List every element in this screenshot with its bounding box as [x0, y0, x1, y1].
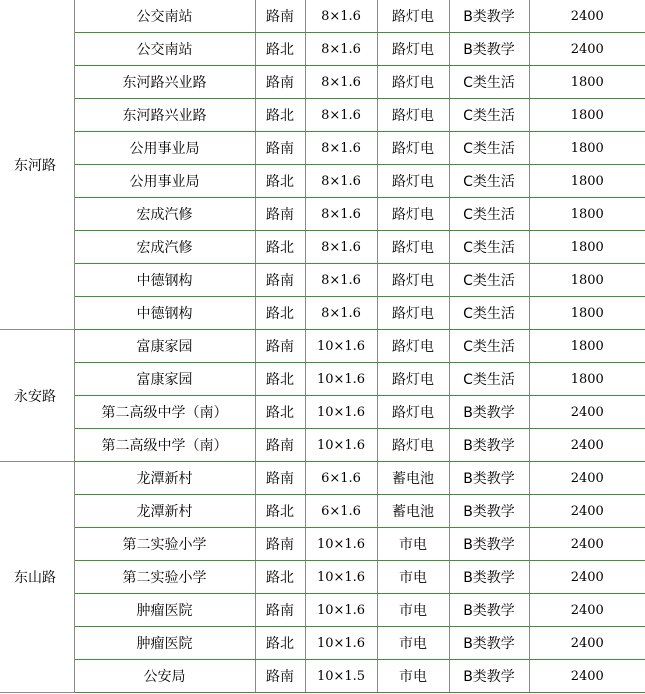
power-source-cell: 路灯电: [377, 297, 449, 330]
location-cell: 肿瘤医院: [74, 594, 255, 627]
category-cell: C类生活: [449, 297, 529, 330]
amount-cell: 2400: [529, 33, 645, 66]
category-cell: C类生活: [449, 231, 529, 264]
side-cell: 路北: [255, 627, 305, 660]
side-cell: 路南: [255, 198, 305, 231]
location-cell: 公交南站: [74, 0, 255, 33]
location-cell: 东河路兴业路: [74, 99, 255, 132]
category-cell: B类教学: [449, 462, 529, 495]
location-cell: 第二高级中学（南）: [74, 396, 255, 429]
road-name-cell: 东河路: [0, 0, 74, 330]
size-cell: 8×1.6: [305, 231, 377, 264]
category-cell: B类教学: [449, 33, 529, 66]
category-cell: B类教学: [449, 0, 529, 33]
side-cell: 路北: [255, 363, 305, 396]
amount-cell: 1800: [529, 231, 645, 264]
category-cell: B类教学: [449, 396, 529, 429]
amount-cell: 1800: [529, 99, 645, 132]
side-cell: 路南: [255, 429, 305, 462]
power-source-cell: 市电: [377, 594, 449, 627]
category-cell: B类教学: [449, 660, 529, 693]
size-cell: 10×1.6: [305, 396, 377, 429]
category-cell: B类教学: [449, 429, 529, 462]
size-cell: 6×1.6: [305, 462, 377, 495]
location-cell: 公交南站: [74, 33, 255, 66]
table-row: [0, 660, 645, 693]
table-row: [0, 264, 645, 297]
power-source-cell: 市电: [377, 660, 449, 693]
power-source-cell: 路灯电: [377, 198, 449, 231]
location-cell: 富康家园: [74, 363, 255, 396]
side-cell: 路北: [255, 495, 305, 528]
category-cell: B类教学: [449, 594, 529, 627]
category-cell: C类生活: [449, 165, 529, 198]
category-cell: B类教学: [449, 627, 529, 660]
power-source-cell: 路灯电: [377, 165, 449, 198]
category-cell: C类生活: [449, 132, 529, 165]
power-source-cell: 路灯电: [377, 66, 449, 99]
location-cell: 第二实验小学: [74, 528, 255, 561]
location-cell: 公用事业局: [74, 165, 255, 198]
power-source-cell: 蓄电池: [377, 495, 449, 528]
power-source-cell: 路灯电: [377, 363, 449, 396]
size-cell: 10×1.6: [305, 429, 377, 462]
category-cell: C类生活: [449, 363, 529, 396]
power-source-cell: 市电: [377, 528, 449, 561]
power-source-cell: 市电: [377, 627, 449, 660]
size-cell: 10×1.6: [305, 528, 377, 561]
power-source-cell: 路灯电: [377, 429, 449, 462]
side-cell: 路北: [255, 561, 305, 594]
side-cell: 路北: [255, 396, 305, 429]
power-source-cell: 路灯电: [377, 396, 449, 429]
category-cell: C类生活: [449, 99, 529, 132]
location-cell: 龙潭新村: [74, 495, 255, 528]
table-row: [0, 528, 645, 561]
size-cell: 10×1.6: [305, 363, 377, 396]
amount-cell: 1800: [529, 363, 645, 396]
side-cell: 路南: [255, 132, 305, 165]
location-cell: 东河路兴业路: [74, 66, 255, 99]
power-source-cell: 路灯电: [377, 99, 449, 132]
size-cell: 10×1.6: [305, 561, 377, 594]
side-cell: 路南: [255, 660, 305, 693]
size-cell: 10×1.6: [305, 594, 377, 627]
location-cell: 宏成汽修: [74, 198, 255, 231]
amount-cell: 2400: [529, 429, 645, 462]
amount-cell: 1800: [529, 66, 645, 99]
table-row: [0, 396, 645, 429]
size-cell: 8×1.6: [305, 33, 377, 66]
road-name-cell: 永安路: [0, 330, 74, 462]
power-source-cell: 路灯电: [377, 33, 449, 66]
amount-cell: 2400: [529, 561, 645, 594]
amount-cell: 1800: [529, 165, 645, 198]
category-cell: B类教学: [449, 528, 529, 561]
category-cell: C类生活: [449, 264, 529, 297]
table-row: [0, 132, 645, 165]
amount-cell: 2400: [529, 594, 645, 627]
table-row: [0, 462, 645, 495]
size-cell: 10×1.5: [305, 660, 377, 693]
table-row: [0, 594, 645, 627]
side-cell: 路北: [255, 99, 305, 132]
size-cell: 8×1.6: [305, 297, 377, 330]
location-cell: 公用事业局: [74, 132, 255, 165]
table-row: [0, 231, 645, 264]
amount-cell: 2400: [529, 660, 645, 693]
side-cell: 路北: [255, 33, 305, 66]
power-source-cell: 路灯电: [377, 132, 449, 165]
table-row: [0, 198, 645, 231]
table-row: [0, 363, 645, 396]
table-row: [0, 66, 645, 99]
side-cell: 路南: [255, 0, 305, 33]
power-source-cell: 路灯电: [377, 330, 449, 363]
amount-cell: 1800: [529, 198, 645, 231]
location-cell: 第二高级中学（南）: [74, 429, 255, 462]
amount-cell: 2400: [529, 495, 645, 528]
location-cell: 中德钢构: [74, 297, 255, 330]
location-cell: 公安局: [74, 660, 255, 693]
table-row: [0, 330, 645, 363]
category-cell: B类教学: [449, 561, 529, 594]
size-cell: 10×1.6: [305, 330, 377, 363]
location-cell: 宏成汽修: [74, 231, 255, 264]
size-cell: 8×1.6: [305, 0, 377, 33]
size-cell: 8×1.6: [305, 99, 377, 132]
size-cell: 8×1.6: [305, 132, 377, 165]
amount-cell: 2400: [529, 627, 645, 660]
location-cell: 富康家园: [74, 330, 255, 363]
location-cell: 第二实验小学: [74, 561, 255, 594]
power-source-cell: 路灯电: [377, 231, 449, 264]
table-row: [0, 0, 645, 33]
category-cell: C类生活: [449, 66, 529, 99]
road-name-cell: 东山路: [0, 462, 74, 693]
location-cell: 龙潭新村: [74, 462, 255, 495]
amount-cell: 2400: [529, 528, 645, 561]
table-row: [0, 99, 645, 132]
side-cell: 路南: [255, 462, 305, 495]
amount-cell: 2400: [529, 462, 645, 495]
table-row: [0, 627, 645, 660]
category-cell: B类教学: [449, 495, 529, 528]
location-cell: 中德钢构: [74, 264, 255, 297]
amount-cell: 1800: [529, 264, 645, 297]
table-row: [0, 165, 645, 198]
amount-cell: 1800: [529, 330, 645, 363]
category-cell: C类生活: [449, 330, 529, 363]
size-cell: 8×1.6: [305, 198, 377, 231]
table-row: [0, 297, 645, 330]
power-source-cell: 路灯电: [377, 0, 449, 33]
category-cell: C类生活: [449, 198, 529, 231]
side-cell: 路南: [255, 528, 305, 561]
size-cell: 10×1.6: [305, 627, 377, 660]
amount-cell: 1800: [529, 132, 645, 165]
side-cell: 路南: [255, 66, 305, 99]
side-cell: 路南: [255, 264, 305, 297]
power-source-cell: 市电: [377, 561, 449, 594]
side-cell: 路南: [255, 330, 305, 363]
amount-cell: 1800: [529, 297, 645, 330]
side-cell: 路南: [255, 594, 305, 627]
side-cell: 路北: [255, 297, 305, 330]
amount-cell: 2400: [529, 396, 645, 429]
size-cell: 8×1.6: [305, 264, 377, 297]
size-cell: 8×1.6: [305, 66, 377, 99]
power-source-cell: 路灯电: [377, 264, 449, 297]
table-row: [0, 561, 645, 594]
table-row: [0, 429, 645, 462]
size-cell: 8×1.6: [305, 165, 377, 198]
amount-cell: 2400: [529, 0, 645, 33]
side-cell: 路北: [255, 165, 305, 198]
side-cell: 路北: [255, 231, 305, 264]
table-row: [0, 495, 645, 528]
power-source-cell: 蓄电池: [377, 462, 449, 495]
location-cell: 肿瘤医院: [74, 627, 255, 660]
size-cell: 6×1.6: [305, 495, 377, 528]
table-row: [0, 33, 645, 66]
